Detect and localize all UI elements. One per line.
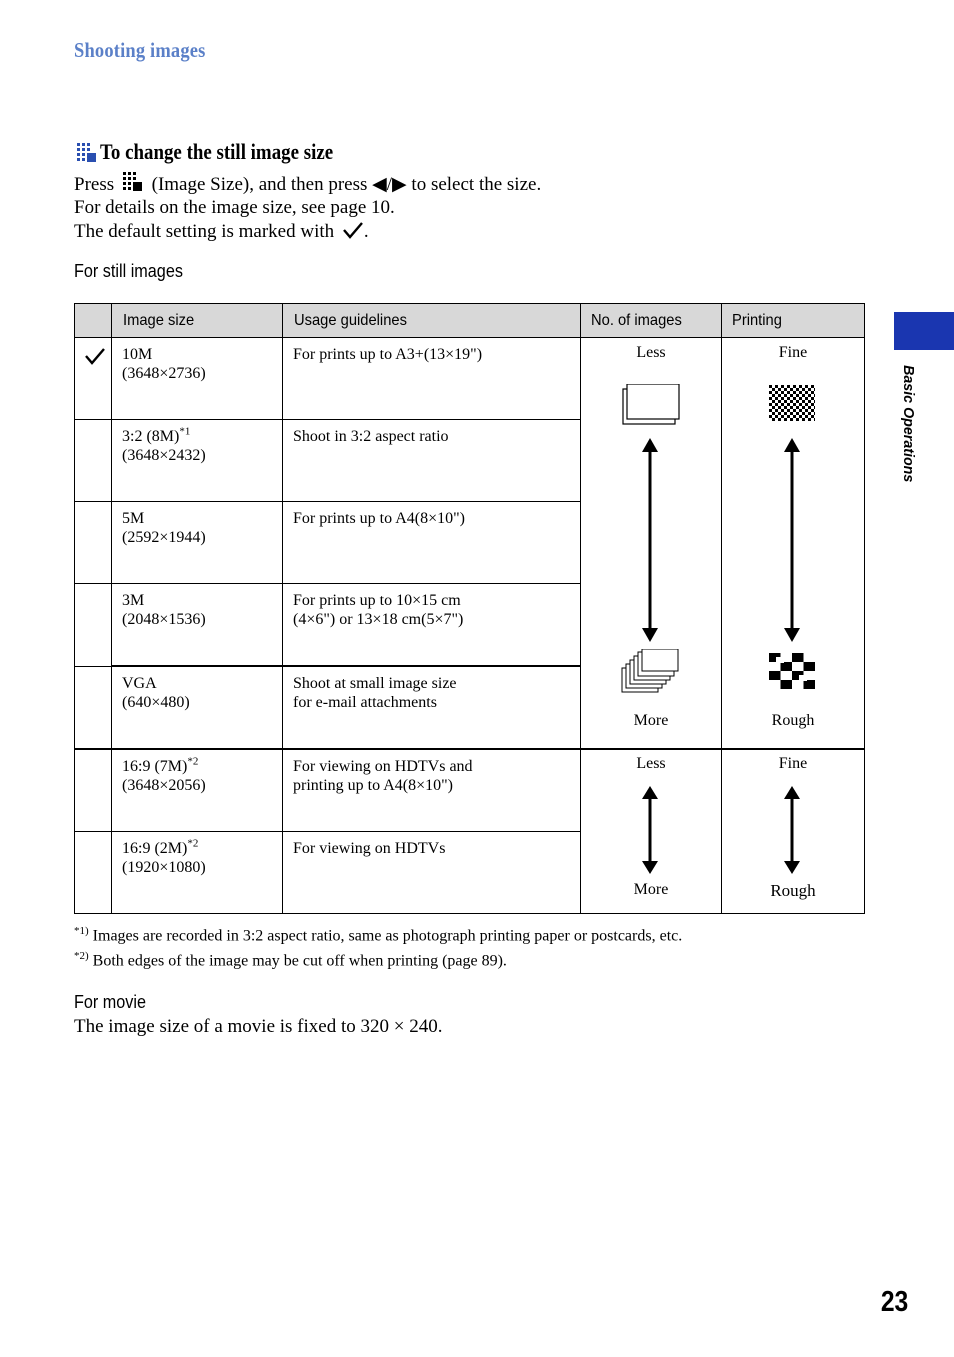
section-tab-marker bbox=[894, 312, 954, 350]
movie-label: For movie bbox=[74, 992, 147, 1012]
size-cell: 10M (3648×2736) bbox=[112, 338, 283, 420]
double-arrow-icon bbox=[642, 786, 658, 874]
header-blank bbox=[75, 304, 112, 338]
images-group-1 bbox=[581, 338, 722, 750]
default-mark-cell bbox=[75, 666, 112, 749]
usage-cell: Shoot in 3:2 aspect ratio bbox=[283, 420, 581, 502]
default-mark-cell bbox=[75, 832, 112, 914]
printing-group-1 bbox=[722, 338, 865, 750]
usage-cell: For viewing on HDTVs and printing up to A4(8×10") bbox=[283, 749, 581, 832]
still-images-label: For still images bbox=[74, 261, 183, 281]
checkmark-icon bbox=[342, 220, 364, 247]
usage-cell: For viewing on HDTVs bbox=[283, 832, 581, 914]
images-more-label: More bbox=[633, 881, 669, 898]
usage-cell: For prints up to A3+(13×19") bbox=[283, 338, 581, 420]
footnote-2: $^{*2)}$ Both edges of the image may be cut off when printing (page 89). bbox=[74, 950, 507, 970]
size-cell: 16:9 (2M)$^{*2}$ (1920×1080) bbox=[112, 832, 283, 914]
single-image-icon bbox=[619, 384, 681, 430]
header-image-size: Image size bbox=[112, 304, 283, 338]
multiple-images-icon bbox=[621, 649, 681, 695]
image-size-icon bbox=[77, 143, 97, 168]
default-mark-cell bbox=[75, 749, 112, 832]
default-mark-cell bbox=[75, 502, 112, 584]
printing-group-2 bbox=[722, 749, 865, 914]
print-fine-label: Fine bbox=[778, 344, 808, 361]
usage-cell: For prints up to A4(8×10") bbox=[283, 502, 581, 584]
print-rough-label: Rough bbox=[771, 712, 815, 729]
section-header: Shooting images bbox=[74, 38, 206, 62]
intro-line-2: For details on the image size, see page 10. bbox=[74, 197, 395, 218]
table-row bbox=[75, 749, 865, 832]
fine-quality-icon bbox=[769, 385, 815, 421]
image-size-table bbox=[74, 303, 865, 914]
table-row bbox=[75, 338, 865, 420]
side-tab-label: Basic Operations bbox=[900, 365, 917, 483]
images-less-label: Less bbox=[636, 755, 666, 772]
image-size-button-icon bbox=[123, 172, 143, 199]
intro-line-1: Press (Image Size), and then press ◀/▶ to select the size. bbox=[74, 172, 541, 199]
size-cell: VGA (640×480) bbox=[112, 666, 283, 749]
section-title: To change the still image size bbox=[100, 139, 334, 164]
print-rough-label: Rough bbox=[770, 881, 816, 900]
default-mark-cell bbox=[75, 584, 112, 667]
size-cell: 5M (2592×1944) bbox=[112, 502, 283, 584]
double-arrow-icon bbox=[784, 786, 800, 874]
print-fine-label: Fine bbox=[778, 755, 808, 772]
table-header-row bbox=[75, 304, 865, 338]
usage-cell: For prints up to 10×15 cm (4×6") or 13×18 cm(5×7") bbox=[283, 584, 581, 667]
size-cell: 3M (2048×1536) bbox=[112, 584, 283, 667]
images-more-label: More bbox=[633, 712, 669, 729]
size-cell: 3:2 (8M)$^{*1}$ (3648×2432) bbox=[112, 420, 283, 502]
default-mark-cell bbox=[75, 420, 112, 502]
header-usage: Usage guidelines bbox=[283, 304, 581, 338]
images-group-2 bbox=[581, 749, 722, 914]
checkmark-icon bbox=[75, 338, 111, 371]
default-mark-cell bbox=[75, 338, 112, 420]
double-arrow-icon bbox=[784, 438, 800, 642]
double-arrow-icon bbox=[642, 438, 658, 642]
intro-line-3: The default setting is marked with . bbox=[74, 220, 369, 247]
page-number: 23 bbox=[880, 1286, 908, 1318]
footnote-1: $^{*1)}$ Images are recorded in 3:2 aspect ratio, same as photograph printing paper or postcards, etc. bbox=[74, 925, 683, 945]
rough-quality-icon bbox=[769, 653, 815, 689]
images-less-label: Less bbox=[636, 344, 666, 361]
movie-text: The image size of a movie is fixed to 320 × 240. bbox=[74, 1016, 443, 1037]
header-printing: Printing bbox=[722, 304, 865, 338]
usage-cell: Shoot at small image size for e-mail attachments bbox=[283, 666, 581, 749]
header-no-of-images: No. of images bbox=[581, 304, 722, 338]
size-cell: 16:9 (7M)$^{*2}$ (3648×2056) bbox=[112, 749, 283, 832]
